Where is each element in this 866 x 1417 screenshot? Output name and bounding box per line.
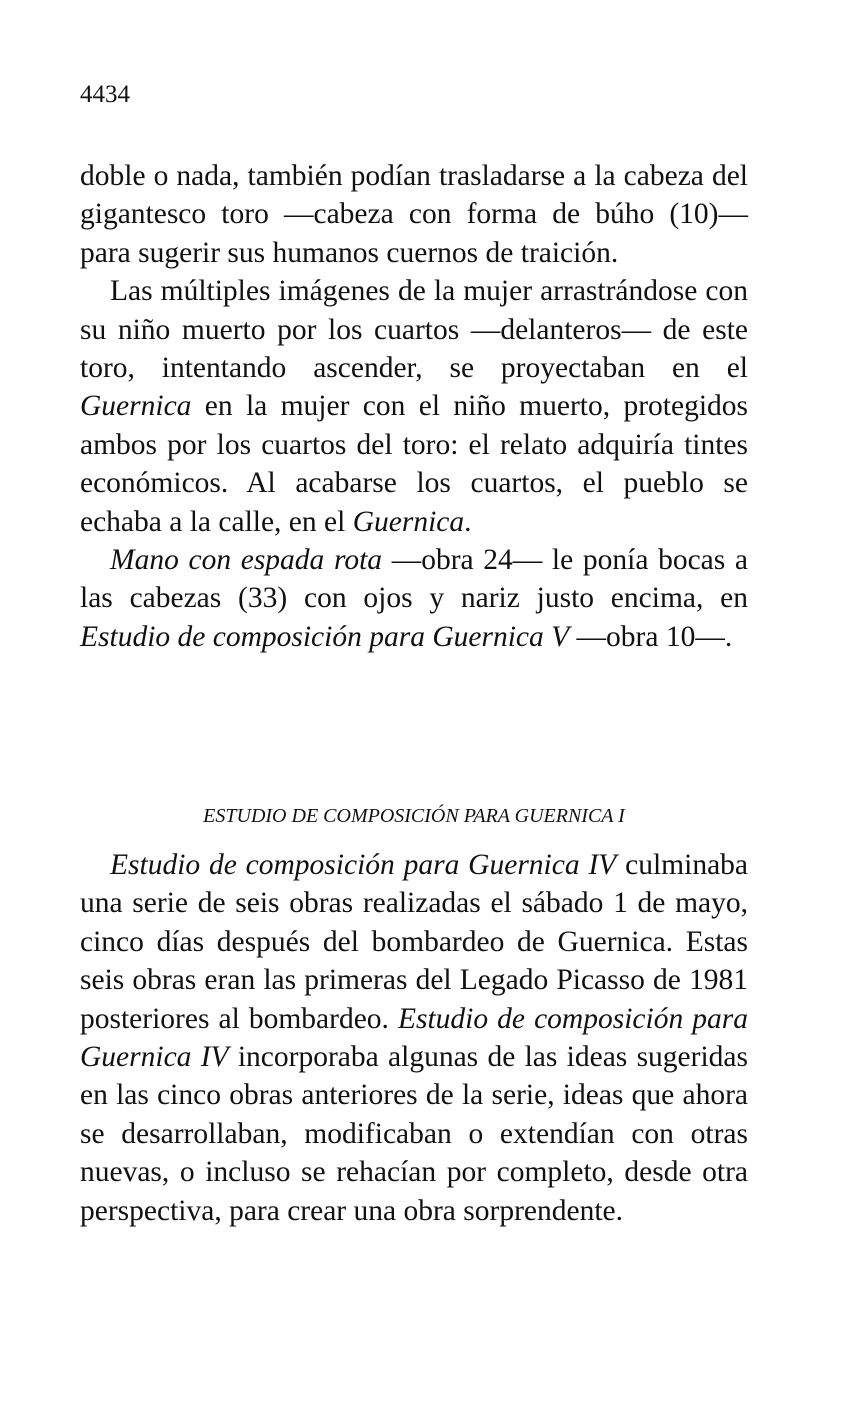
paragraph (80, 846, 748, 1230)
text-run: —obra 10—. (569, 620, 733, 653)
body-text-bottom (80, 846, 748, 1230)
italic-title: Guernica (352, 505, 465, 538)
paragraph (80, 157, 748, 272)
text-run: culminaba una serie de seis obras realizadas el sábado 1 de mayo, cinco días después del bombardeo de Guernica. Estas seis obras eran las primeras del Legado Picasso de 1981 posteriores al bombardeo. (80, 849, 749, 1035)
text-run: incorporaba algunas de las ideas sugeridas en las cinco obras anteriores de la serie, ideas que ahora se desarrollaban, modificaban o extendían con otras nuevas, o incluso se rehacían por completo, desde otra perspectiva, para crear una obra sorprendente. (80, 1041, 748, 1227)
text-run: doble o nada, también podían trasladarse a la cabeza del gigantesco toro —cabeza con forma de búho (10)— para sugerir sus humanos cuernos de traición. (80, 160, 748, 269)
italic-title: Guernica (80, 390, 192, 423)
italic-title: Mano con espada rota (110, 544, 383, 577)
text-run: . (464, 505, 472, 538)
italic-title: Estudio de composición para Guernica IV (110, 849, 617, 881)
page-number: 4434 (80, 81, 130, 108)
paragraph (80, 541, 748, 656)
section-heading: ESTUDIO DE COMPOSICIÓN PARA GUERNICA I (203, 805, 625, 827)
paragraph (80, 272, 748, 541)
text-run: en la mujer con el niño muerto, protegidos ambos por los cuartos del toro: el relato adquiría tintes económicos. Al acabarse los cuartos, el pueblo se echaba a la calle, en el (80, 390, 748, 538)
italic-title: Estudio de composición para Guernica IV (80, 1002, 748, 1074)
body-text-top (80, 157, 748, 656)
text-run: —obra 24— le ponía bocas a las cabezas (33) con ojos y nariz justo encima, en (80, 544, 748, 615)
italic-title: Estudio de composición para Guernica V (80, 620, 570, 653)
text-run: Las múltiples imágenes de la mujer arrastrándose con su niño muerto por los cuartos —delanteros— de este toro, intentando ascender, se proyectaban en el (80, 275, 748, 385)
